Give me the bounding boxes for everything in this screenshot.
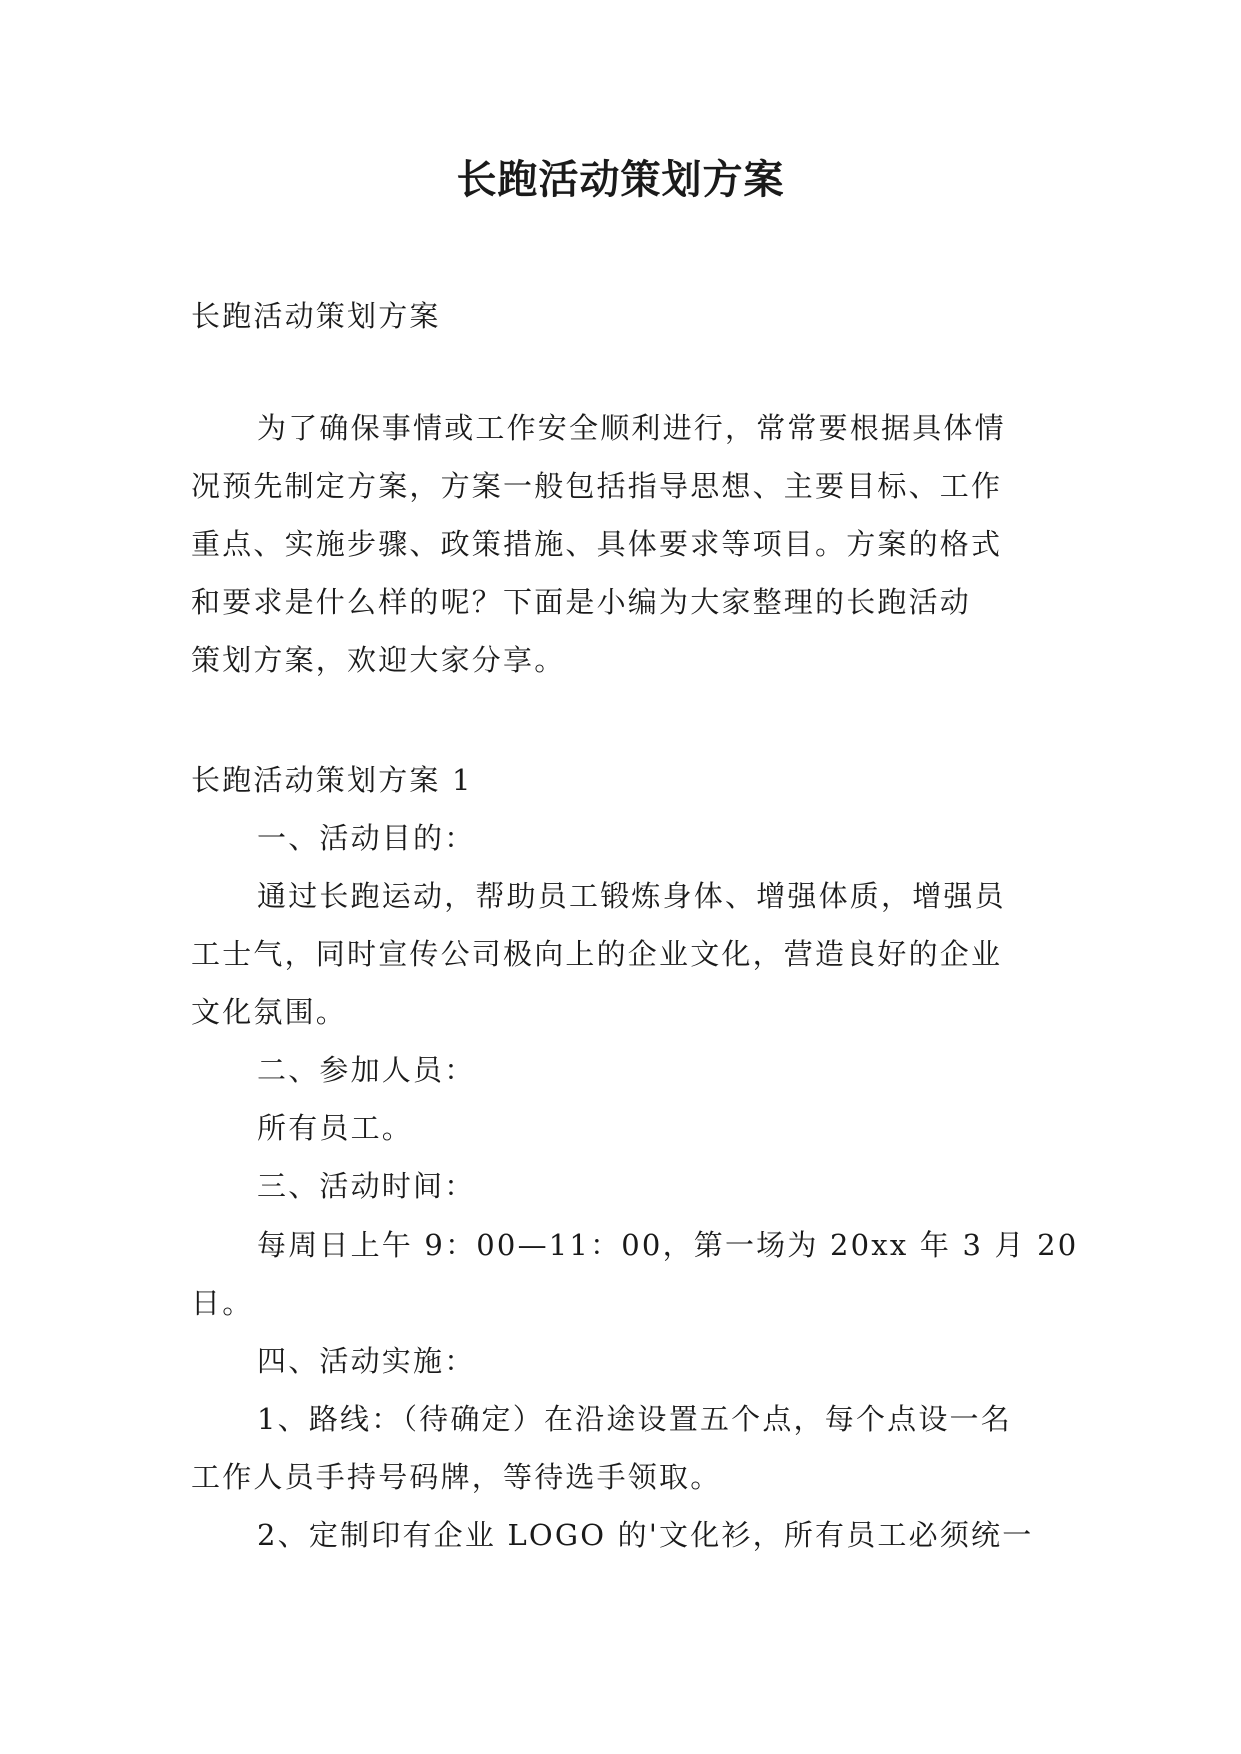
body-line: 文化氛围。 [191, 995, 348, 1029]
body-line: 通过长跑运动，帮助员工锻炼身体、增强体质，增强员 [257, 879, 1006, 913]
body-line: 工士气，同时宣传公司极向上的企业文化，营造良好的企业 [191, 937, 1003, 971]
document-title: 长跑活动策划方案 [456, 156, 785, 203]
body-line: 工作人员手持号码牌，等待选手领取。 [191, 1460, 722, 1494]
intro-line: 和要求是什么样的呢？下面是小编为大家整理的长跑活动 [191, 585, 972, 619]
intro-line: 策划方案，欢迎大家分享。 [191, 643, 566, 677]
intro-line: 重点、实施步骤、政策措施、具体要求等项目。方案的格式 [191, 527, 1003, 561]
intro-line: 况预先制定方案，方案一般包括指导思想、主要目标、工作 [191, 469, 1003, 503]
intro-line: 为了确保事情或工作安全顺利进行，常常要根据具体情 [257, 411, 1006, 445]
heading-implementation: 四、活动实施： [257, 1344, 476, 1378]
body-line: 1、路线：（待确定）在沿途设置五个点，每个点设一名 [257, 1402, 1012, 1436]
heading-participants: 二、参加人员： [257, 1053, 476, 1087]
section-heading: 长跑活动策划方案 1 [191, 763, 473, 797]
body-line: 日。 [191, 1286, 254, 1320]
heading-purpose: 一、活动目的： [257, 821, 476, 855]
body-line: 所有员工。 [257, 1111, 414, 1145]
heading-time: 三、活动时间： [257, 1169, 476, 1203]
body-line: 每周日上午 9：00—11：00，第一场为 20xx 年 3 月 20 [257, 1228, 1079, 1262]
subtitle: 长跑活动策划方案 [191, 299, 441, 333]
body-line: 2、定制印有企业 LOGO 的'文化衫，所有员工必须统一 [257, 1518, 1034, 1552]
